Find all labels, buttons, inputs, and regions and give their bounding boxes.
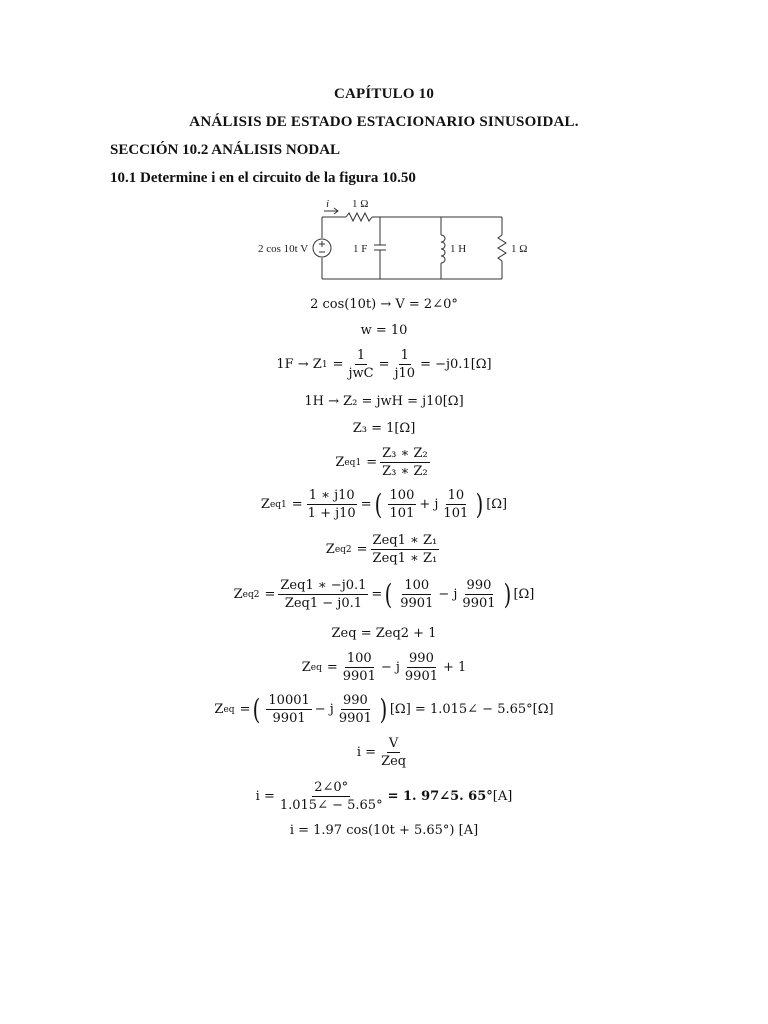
equation-z2: 1H → Z₂ = jwH = j10[Ω] xyxy=(304,394,464,409)
circuit-diagram xyxy=(250,195,540,285)
equation-zeq-sum: Zeq = Zeq2 + 1 xyxy=(331,626,437,641)
inductor-label: 1 H xyxy=(450,243,467,255)
resistor-2-label: 1 Ω xyxy=(511,243,528,255)
equation-current-formula: i = $\frac{V}{\text{Zeq}}$ xyxy=(356,736,407,769)
current-label: i xyxy=(326,198,330,210)
resistor-1-label: 1 Ω xyxy=(352,198,369,210)
problem-statement: 10.1 Determine i en el circuito de la figura 10.50 xyxy=(110,170,416,186)
equation-omega: w = 10 xyxy=(360,323,408,338)
equation-zeq2-formula: Z eq2 = $\frac{\text{Zeq1 ∗ Z₁}}{\text{Zeq1 ∗ Z₁}}$ xyxy=(325,533,438,566)
equation-source-phasor: 2 cos(10t) → V = 2∠0° xyxy=(310,297,458,312)
equation-current-phasor: i = $\frac{2\angle 0^\circ}{1.015\angle - 5.65^\circ}$ = 1. 97∠5. 65° [A] xyxy=(255,780,513,813)
equation-zeq2-value: Z eq2 = $\frac{\text{Zeq1 ∗ −j0.1}}{\text{Zeq1 − j0.1}}$ = ( $\frac{100}{9901}$ − j $\frac{990}{9901}$ ) [Ω] xyxy=(233,577,535,611)
equation-zeq-expanded: Z eq = $\frac{100}{9901}$ − j $\frac{990}{9901}$ + 1 xyxy=(301,651,467,684)
equation-zeq1-value: Z eq1 = $\frac{1 ∗ j10}{1 + j10}$ = ( $\frac{100}{101}$ + j $\frac{10}{101}$ ) [Ω] xyxy=(260,487,508,521)
chapter-title: ANÁLISIS DE ESTADO ESTACIONARIO SINUSOIDAL. xyxy=(189,114,579,130)
section-heading: SECCIÓN 10.2 ANÁLISIS NODAL xyxy=(110,142,341,158)
chapter-heading: CAPÍTULO 10 xyxy=(333,86,435,102)
equation-zeq-polar: Z eq = ( $\frac{10001}{9901}$ − j $\frac{990}{9901}$ ) [Ω] = 1.015∠ − 5.65°[Ω] xyxy=(214,692,554,726)
equation-current-time: i = 1.97 cos(10t + 5.65°) [A] xyxy=(289,823,479,838)
equation-zeq1-formula: Z eq1 = $\frac{\text{Z₃ ∗ Z₂}}{\text{Z₃ ∗ Z₂}}$ xyxy=(335,446,428,479)
equation-z1: 1F → Z 1 = $\frac{1}{\text{jwC}}$ = $\frac{1}{j10}$ = −j0.1[Ω] xyxy=(276,348,492,381)
capacitor-label: 1 F xyxy=(353,243,368,255)
source-label: 2 cos 10t V xyxy=(258,243,309,255)
equation-z3: Z₃ = 1[Ω] xyxy=(352,421,416,436)
